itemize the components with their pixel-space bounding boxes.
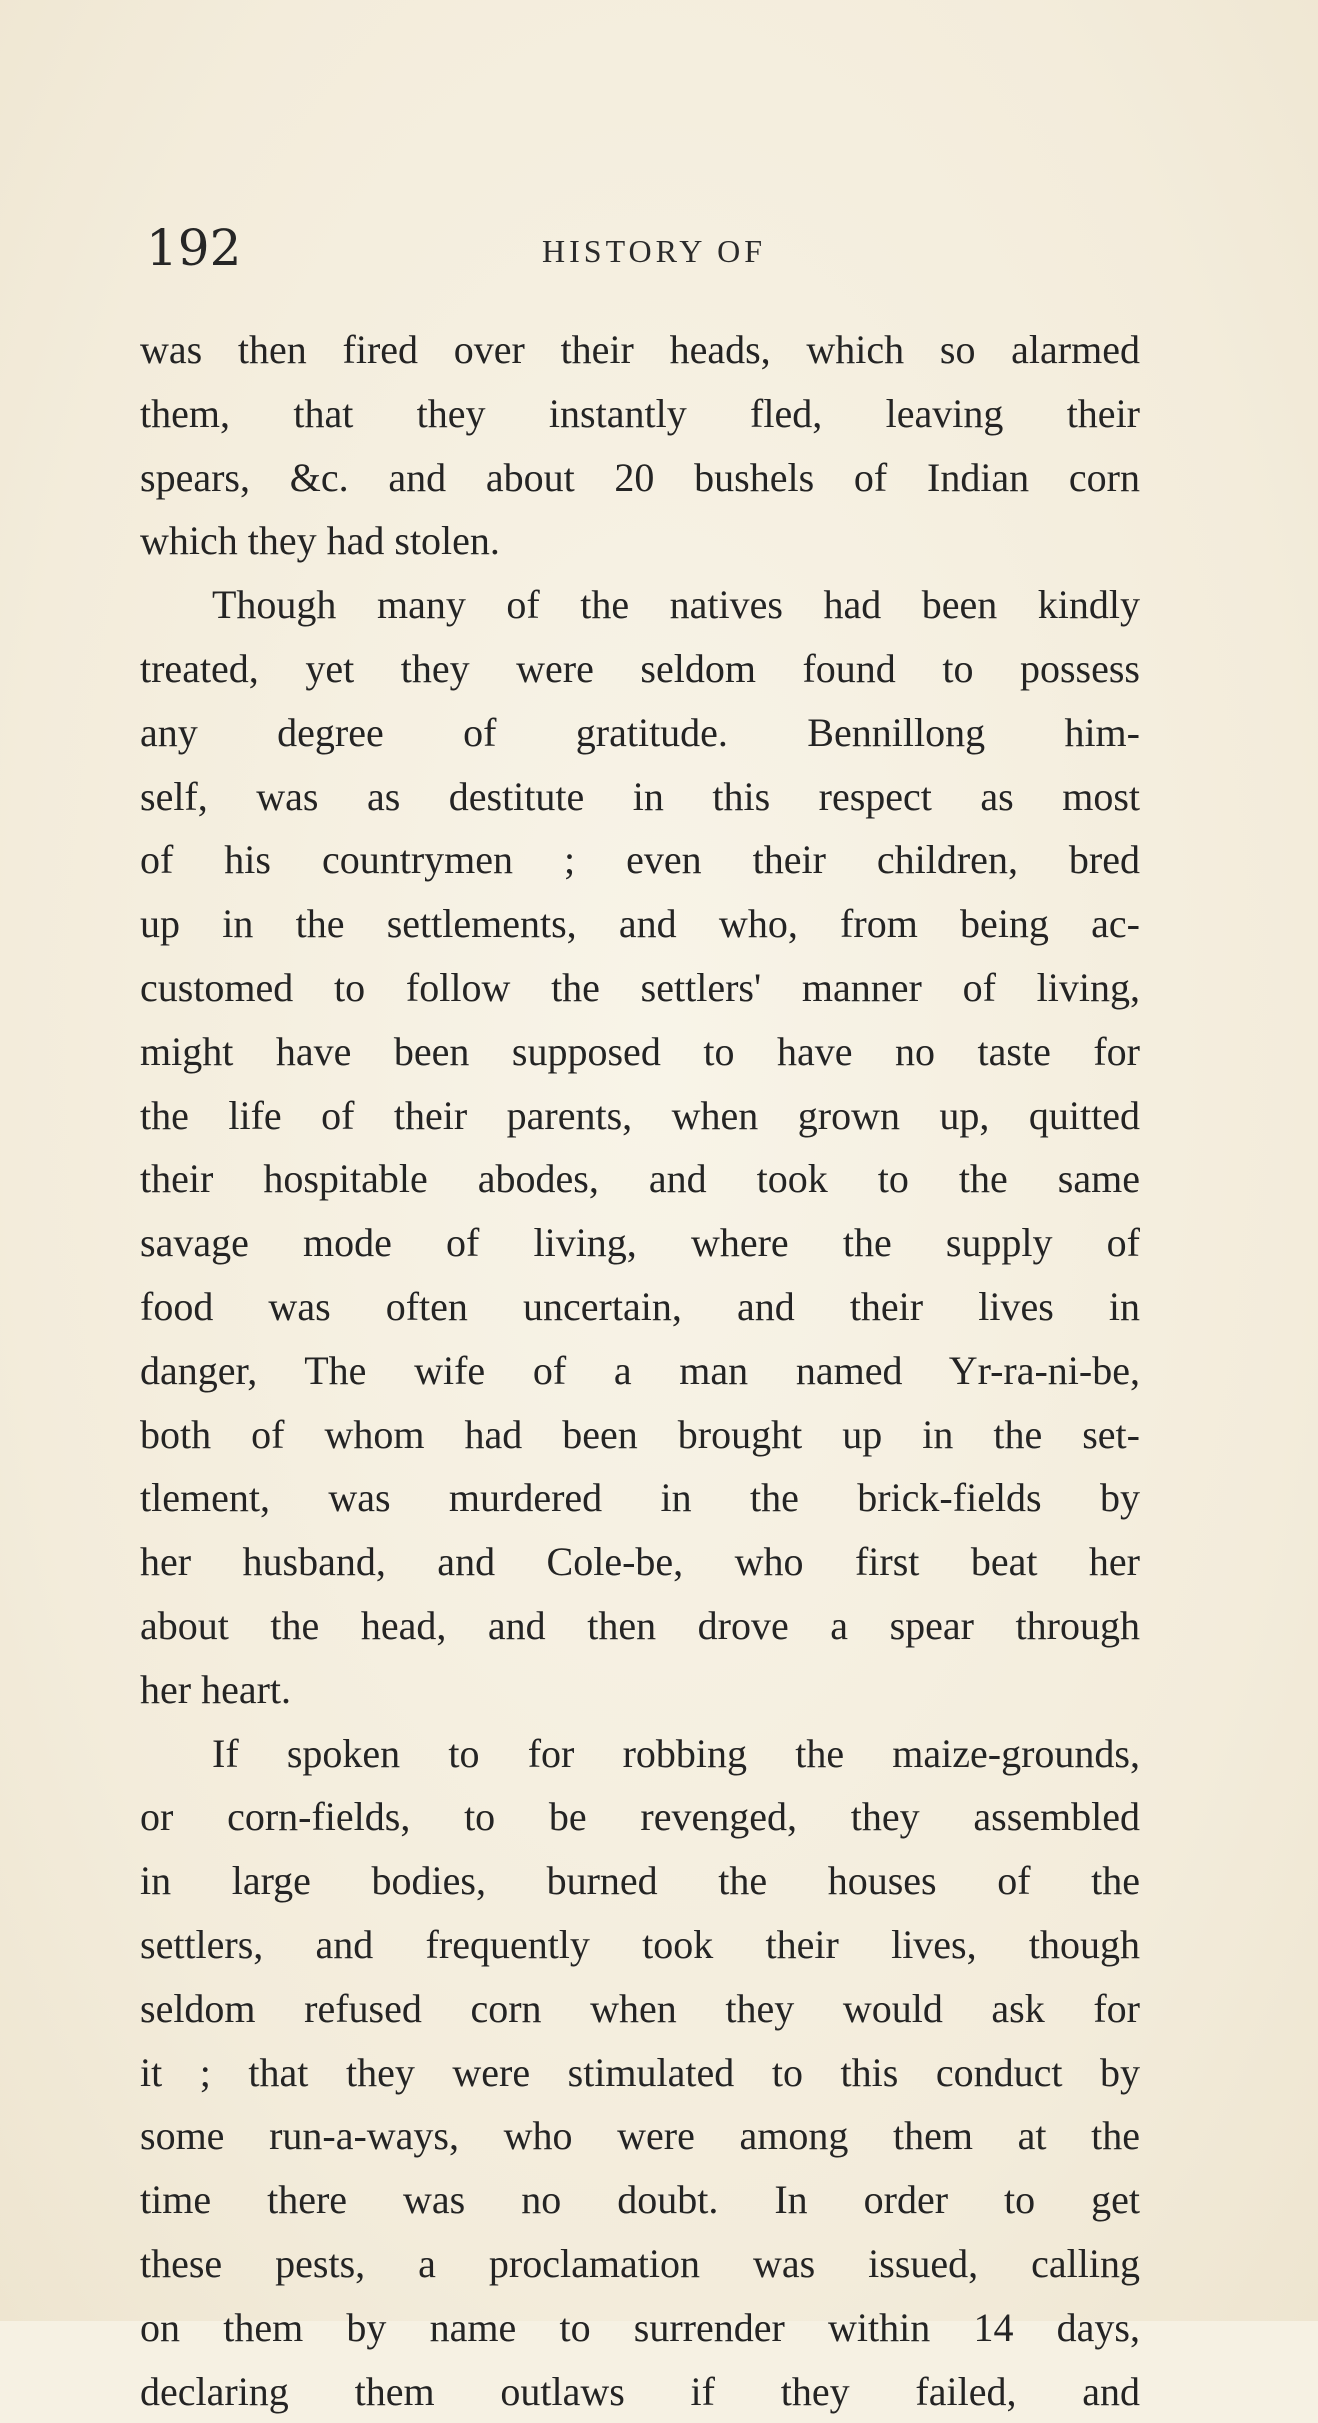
text-line: time there was no doubt. In order to get [140, 2168, 1140, 2232]
text-line: customed to follow the settlers' manner of living, [140, 956, 1140, 1020]
text-line: Though many of the natives had been kindly [140, 573, 1140, 637]
text-line: on them by name to surrender within 14 days, [140, 2296, 1140, 2360]
text-line: about the head, and then drove a spear through [140, 1594, 1140, 1658]
text-line: the life of their parents, when grown up, quitted [140, 1084, 1140, 1148]
text-line: seldom refused corn when they would ask for [140, 1977, 1140, 2041]
running-head: HISTORY OF [542, 226, 766, 276]
text-line: both of whom had been brought up in the set- [140, 1403, 1140, 1467]
text-line: in large bodies, burned the houses of the [140, 1849, 1140, 1913]
text-line: savage mode of living, where the supply of [140, 1211, 1140, 1275]
text-line: them, that they instantly fled, leaving their [140, 382, 1140, 446]
text-line: might have been supposed to have no taste for [140, 1020, 1140, 1084]
text-line: her husband, and Cole-be, who first beat her [140, 1530, 1140, 1594]
text-line: declaring them outlaws if they failed, and [140, 2360, 1140, 2423]
text-line: settlers, and frequently took their lives, though [140, 1913, 1140, 1977]
page-number: 192 [146, 218, 241, 278]
text-line: tlement, was murdered in the brick-fields by [140, 1466, 1140, 1530]
text-line: these pests, a proclamation was issued, calling [140, 2232, 1140, 2296]
text-line: her heart. [140, 1658, 1140, 1722]
text-line: it ; that they were stimulated to this conduct by [140, 2041, 1140, 2105]
text-line: treated, yet they were seldom found to possess [140, 637, 1140, 701]
text-line: some run-a-ways, who were among them at the [140, 2104, 1140, 2168]
page-header [146, 218, 1156, 278]
text-line: danger, The wife of a man named Yr-ra-ni-be, [140, 1339, 1140, 1403]
text-line: which they had stolen. [140, 509, 1140, 573]
body-text [140, 318, 1140, 2423]
text-line: of his countrymen ; even their children, bred [140, 828, 1140, 892]
text-line: any degree of gratitude. Bennillong him- [140, 701, 1140, 765]
text-line: spears, &c. and about 20 bushels of Indian corn [140, 446, 1140, 510]
text-line: food was often uncertain, and their lives in [140, 1275, 1140, 1339]
text-line: up in the settlements, and who, from being ac- [140, 892, 1140, 956]
text-line: their hospitable abodes, and took to the same [140, 1147, 1140, 1211]
text-line: was then fired over their heads, which so alarmed [140, 318, 1140, 382]
text-line: or corn-fields, to be revenged, they assembled [140, 1785, 1140, 1849]
text-line: If spoken to for robbing the maize-grounds, [140, 1722, 1140, 1786]
text-line: self, was as destitute in this respect as most [140, 765, 1140, 829]
